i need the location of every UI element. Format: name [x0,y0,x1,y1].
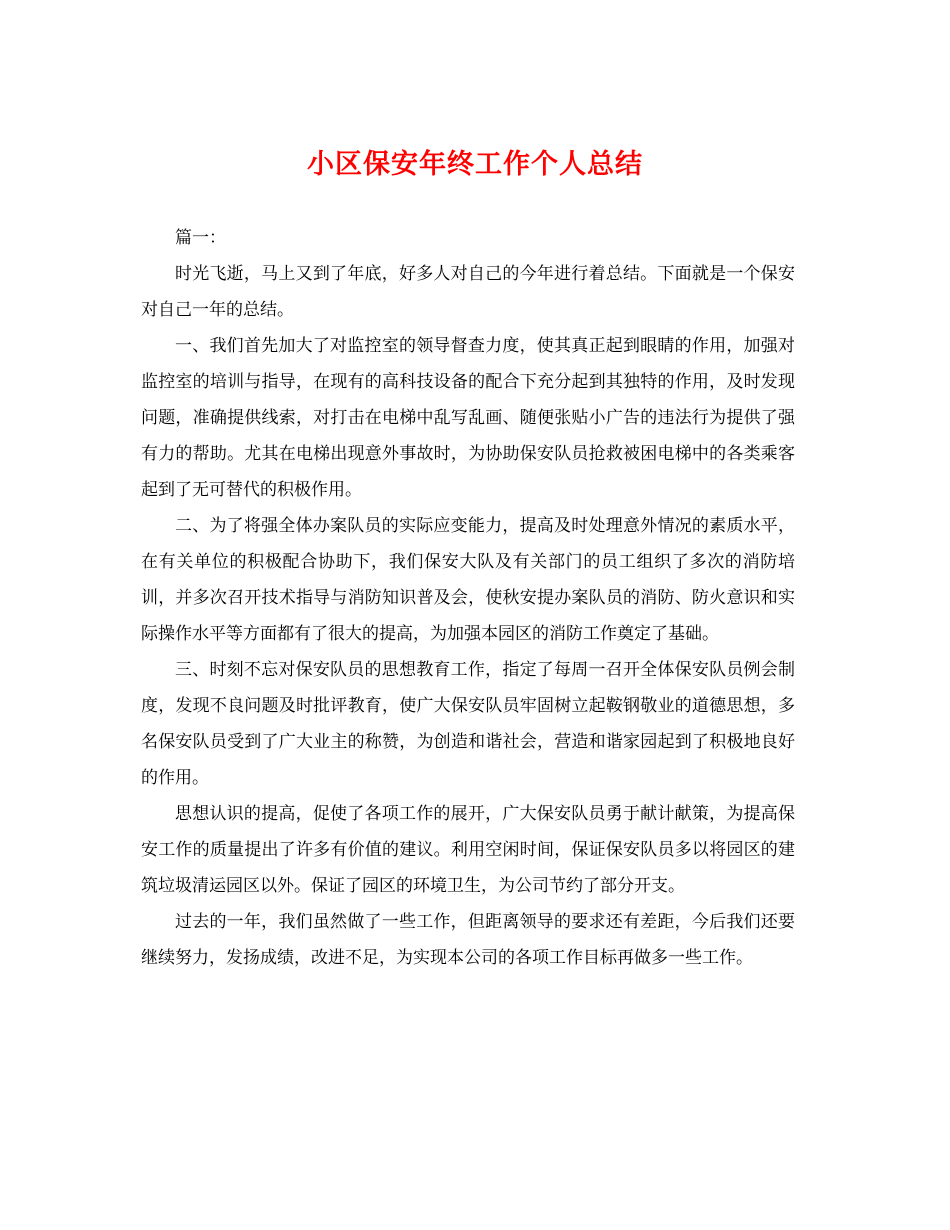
paragraph-intro: 时光飞逝，马上又到了年底，好多人对自己的今年进行着总结。下面就是一个保安对自己一年的总结。 [141,264,795,320]
paragraph-thinking: 思想认识的提高，促使了各项工作的展开，广大保安队员勇于献计献策，为提高保安工作的质量提出了许多有价值的建议。利用空闲时间，保证保安队员多以将园区的建筑垃圾清运园区以外。保证了园区的环境卫生，为公司节约了部分开支。 [141,804,795,896]
document-title: 小区保安年终工作个人总结 [307,149,643,180]
document-body [141,220,795,976]
paragraph-point-two: 二、为了将强全体办案队员的实际应变能力，提高及时处理意外情况的素质水平，在有关单位的积极配合协助下，我们保安大队及有关部门的员工组织了多次的消防培训，并多次召开技术指导与消防知识普及会，使秋安提办案队员的消防、防火意识和实际操作水平等方面都有了很大的提高，为加强本园区的消防工作奠定了基础。 [141,516,795,644]
section-label: 篇一： [175,228,226,248]
paragraph-point-one: 一、我们首先加大了对监控室的领导督查力度，使其真正起到眼睛的作用，加强对监控室的培训与指导，在现有的高科技设备的配合下充分起到其独特的作用，及时发现问题，准确提供线索，对打击在电梯中乱写乱画、随便张贴小广告的违法行为提供了强有力的帮助。尤其在电梯出现意外事故时，为协助保安队员抢救被困电梯中的各类乘客起到了无可替代的积极作用。 [141,336,795,500]
paragraph-point-three: 三、时刻不忘对保安队员的思想教育工作，指定了每周一召开全体保安队员例会制度，发现不良问题及时批评教育，使广大保安队员牢固树立起鞍钢敬业的道德思想，多名保安队员受到了广大业主的称赞，为创造和谐社会，营造和谐家园起到了积极地良好的作用。 [141,660,795,788]
paragraph-conclusion: 过去的一年，我们虽然做了一些工作，但距离领导的要求还有差距，今后我们还要继续努力，发扬成绩，改进不足，为实现本公司的各项工作目标再做多一些工作。 [141,912,795,968]
